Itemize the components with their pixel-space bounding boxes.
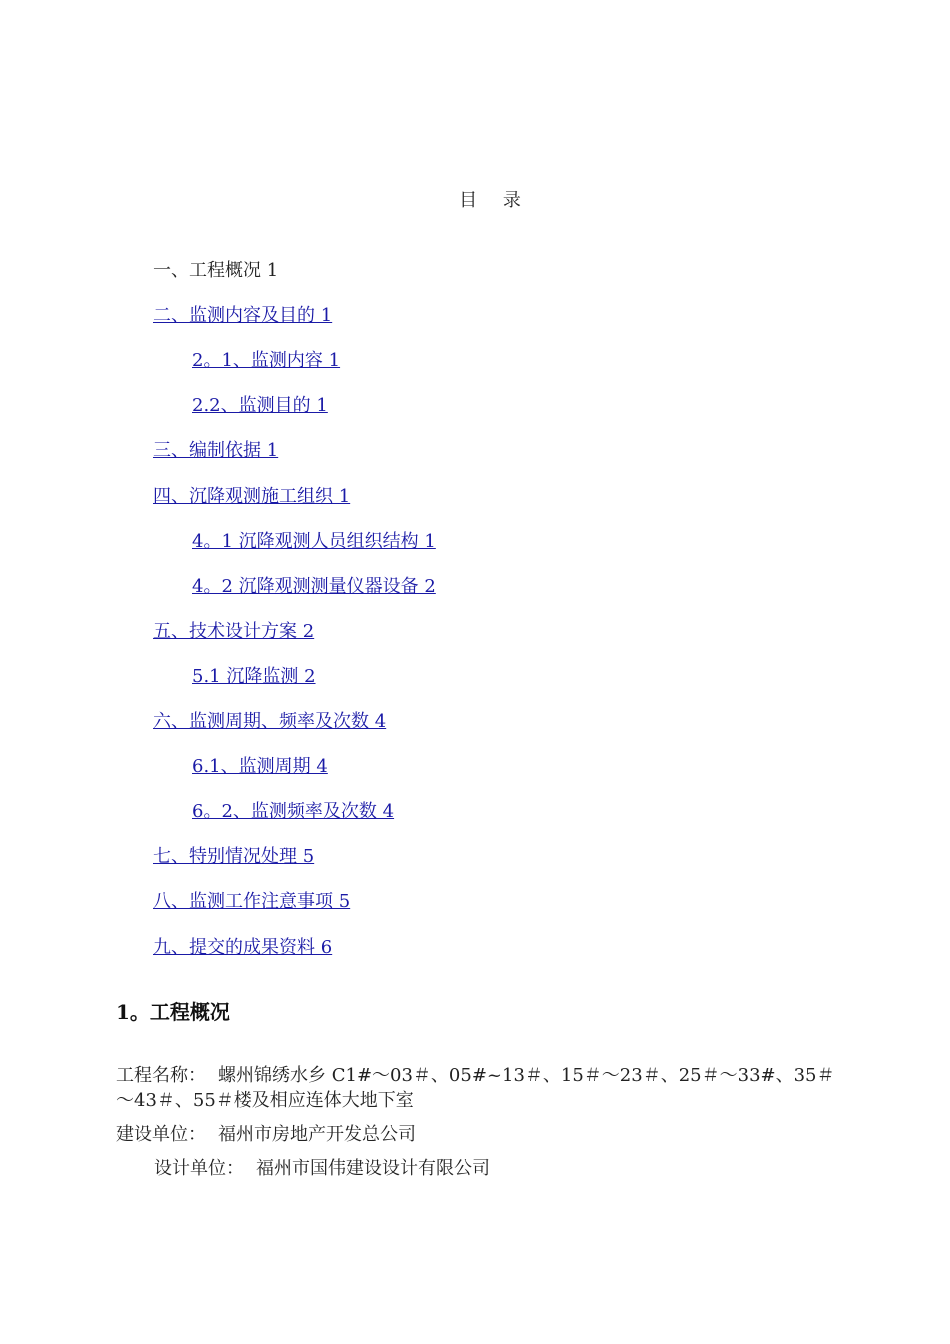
toc-entry[interactable]: 2。1、监测内容 1 (192, 350, 341, 372)
section-heading: 1。工程概况 (116, 1000, 230, 1024)
toc-entry[interactable]: 七、特别情况处理 5 (153, 846, 315, 868)
builder-value: 福州市房地产开发总公司 (218, 1124, 416, 1145)
toc-entry[interactable]: 6。2、监测频率及次数 4 (192, 801, 395, 823)
toc-entry[interactable]: 4。1 沉降观测人员组织结构 1 (192, 530, 436, 552)
builder-label: 建设单位： (116, 1124, 206, 1145)
project-name-value: 螺州锦绣水乡 C1#～03＃、05#~13＃、15＃～23＃、25＃～33#、35＃～43＃、55＃楼及相应连体大地下室 (116, 1065, 835, 1111)
toc-entry[interactable]: 六、监测周期、频率及次数 4 (153, 711, 387, 732)
designer-label: 设计单位： (154, 1158, 244, 1179)
toc-entry[interactable]: 三、编制依据 1 (153, 440, 279, 462)
toc-entry[interactable]: 5.1 沉降监测 2 (192, 665, 316, 687)
toc-entry[interactable]: 6.1、监测周期 4 (192, 756, 328, 778)
builder-paragraph (116, 1122, 416, 1147)
project-name-label: 工程名称： (116, 1065, 206, 1086)
toc-entry[interactable]: 九、提交的成果资料 6 (153, 936, 333, 958)
toc-entry[interactable]: 二、监测内容及目的 1 (153, 305, 333, 327)
toc-title: 目 录 (459, 190, 531, 211)
toc-entry: 一、工程概况 1 (153, 260, 279, 281)
toc-entry[interactable]: 四、沉降观测施工组织 1 (153, 485, 351, 507)
toc-entry[interactable]: 2.2、监测目的 1 (192, 395, 328, 417)
toc-entry[interactable]: 五、技术设计方案 2 (153, 620, 315, 642)
designer-paragraph (154, 1156, 490, 1181)
toc-entry[interactable]: 4。2 沉降观测测量仪器设备 2 (192, 575, 436, 597)
toc-entry[interactable]: 八、监测工作注意事项 5 (153, 891, 351, 913)
designer-value: 福州市国伟建设设计有限公司 (256, 1158, 490, 1179)
project-name-paragraph (116, 1063, 836, 1113)
